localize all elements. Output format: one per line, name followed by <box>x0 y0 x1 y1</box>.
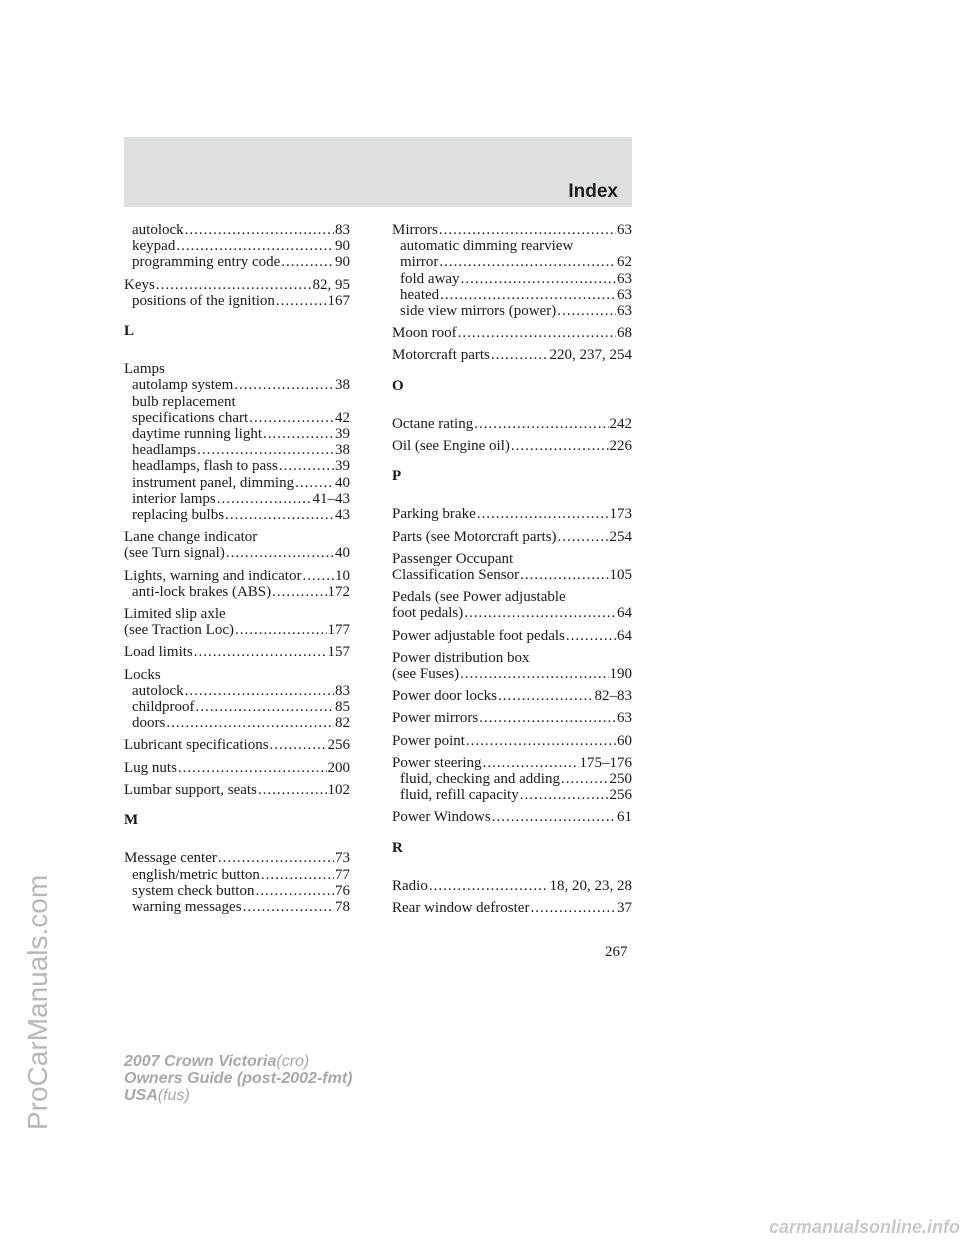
entry-page-ref: 10 <box>335 567 350 584</box>
index-subentry <box>392 238 632 254</box>
entry-text: Lumbar support, seats <box>124 781 257 798</box>
index-main-entry <box>392 688 632 704</box>
index-entry <box>124 644 350 660</box>
index-main-entry <box>124 667 350 683</box>
dot-leader <box>185 222 334 238</box>
entry-page-ref: 105 <box>609 567 632 584</box>
entry-text: Power mirrors <box>392 710 479 727</box>
entry-text: Load limits <box>124 644 193 661</box>
dot-leader <box>178 760 327 776</box>
dot-leader <box>255 883 334 899</box>
dot-leader <box>566 628 616 644</box>
index-entry <box>392 878 632 894</box>
entry-text: fold away <box>400 270 460 287</box>
index-main-entry <box>124 545 350 561</box>
entry-page-ref: 63 <box>617 286 632 303</box>
index-main-entry <box>392 666 632 682</box>
entry-text: english/metric button <box>132 866 260 883</box>
dot-leader <box>272 584 326 600</box>
dot-leader <box>295 475 334 491</box>
dot-leader <box>498 688 594 704</box>
entry-page-ref: 40 <box>335 474 350 491</box>
index-subentry <box>124 442 350 458</box>
index-main-entry <box>124 361 350 377</box>
dot-leader <box>225 507 334 523</box>
entry-text: interior lamps <box>132 490 216 507</box>
entry-text: daytime running light <box>132 426 262 443</box>
entry-page-ref: 226 <box>609 438 632 455</box>
index-subentry <box>124 507 350 523</box>
entry-text: Classification Sensor <box>392 567 520 584</box>
dot-leader <box>491 347 549 363</box>
entry-text: Mirrors <box>392 222 438 238</box>
dot-leader <box>461 271 616 287</box>
entry-text: fluid, refill capacity <box>400 787 519 804</box>
entry-page-ref: 85 <box>335 699 350 716</box>
entry-text: Lug nuts <box>124 759 177 776</box>
entry-page-ref: 39 <box>335 426 350 443</box>
index-letter-heading: L <box>124 323 135 340</box>
index-entry <box>392 688 632 704</box>
entry-text: Moon roof <box>392 325 457 342</box>
index-main-entry <box>392 222 632 238</box>
entry-text: fluid, checking and adding <box>400 771 560 788</box>
entry-page-ref: 61 <box>617 809 632 826</box>
index-subentry <box>124 394 350 410</box>
entry-text: Power door locks <box>392 688 497 705</box>
index-main-entry <box>392 347 632 363</box>
dot-leader <box>185 683 334 699</box>
index-entry <box>392 416 632 432</box>
dot-leader <box>281 254 334 270</box>
dot-leader <box>166 715 334 731</box>
index-entry <box>392 628 632 644</box>
dot-leader <box>520 787 609 803</box>
index-subentry <box>124 683 350 699</box>
entry-page-ref: 42 <box>335 409 350 426</box>
entry-page-ref: 64 <box>617 605 632 622</box>
dot-leader <box>439 254 616 270</box>
index-main-entry <box>124 622 350 638</box>
dot-leader <box>261 867 334 883</box>
entry-page-ref: 43 <box>335 507 350 524</box>
entry-text: Power steering <box>392 754 482 771</box>
index-subentry <box>124 883 350 899</box>
entry-page-ref: 77 <box>335 866 350 883</box>
index-subentry <box>392 287 632 303</box>
index-main-entry <box>124 277 350 293</box>
entry-page-ref: 73 <box>335 850 350 867</box>
entry-text: Power point <box>392 732 465 749</box>
index-main-entry <box>392 529 632 545</box>
footer-model: 2007 Crown Victoria <box>124 1053 277 1070</box>
entry-text: bulb replacement <box>132 393 236 410</box>
index-main-entry <box>392 605 632 621</box>
entry-page-ref: 220, 237, 254 <box>549 347 632 364</box>
dot-leader <box>477 506 609 522</box>
entry-text: instrument panel, dimming <box>132 474 295 491</box>
dot-leader <box>258 782 327 798</box>
entry-page-ref: 172 <box>327 583 350 600</box>
entry-text: Passenger Occupant <box>392 550 514 567</box>
index-entry <box>392 710 632 726</box>
entry-page-ref: 82 <box>335 715 350 732</box>
entry-text: replacing bulbs <box>132 507 225 524</box>
entry-text: Lamps <box>124 361 165 378</box>
dot-leader <box>226 545 334 561</box>
entry-text: side view mirrors (power) <box>400 303 557 320</box>
entry-page-ref: 90 <box>335 254 350 271</box>
index-subentry <box>124 699 350 715</box>
entry-text: mirror <box>400 254 439 271</box>
entry-page-ref: 78 <box>335 898 350 915</box>
index-subentry <box>392 271 632 287</box>
index-entry <box>124 277 350 309</box>
index-entry <box>124 361 350 523</box>
index-main-entry <box>124 644 350 660</box>
index-subentry <box>124 254 350 270</box>
dot-leader <box>197 442 334 458</box>
entry-page-ref: 76 <box>335 882 350 899</box>
entry-text: foot pedals) <box>392 605 464 622</box>
entry-page-ref: 167 <box>327 292 350 309</box>
index-entry <box>392 529 632 545</box>
entry-page-ref: 254 <box>609 528 632 545</box>
index-entry <box>124 850 350 915</box>
index-subentry <box>392 771 632 787</box>
index-entry <box>392 650 632 682</box>
index-subentry <box>124 222 350 238</box>
entry-text: Rear window defroster <box>392 900 530 917</box>
dot-leader <box>474 416 608 432</box>
entry-page-ref: 250 <box>609 771 632 788</box>
entry-text: Pedals (see Power adjustable <box>392 589 566 606</box>
index-subentry <box>124 426 350 442</box>
dot-leader <box>276 293 327 309</box>
index-entry <box>392 809 632 825</box>
entry-text: (see Traction Loc) <box>124 622 234 639</box>
entry-page-ref: 64 <box>617 627 632 644</box>
dot-leader <box>279 458 334 474</box>
page-number: 267 <box>605 944 628 960</box>
entry-page-ref: 102 <box>327 781 350 798</box>
entry-text: autolamp system <box>132 377 234 394</box>
entry-text: Parking brake <box>392 506 476 523</box>
dot-leader <box>249 410 334 426</box>
entry-text: Locks <box>124 666 161 683</box>
index-main-entry <box>392 755 632 771</box>
entry-text: Power Windows <box>392 809 491 826</box>
index-main-entry <box>124 529 350 545</box>
entry-text: Octane rating <box>392 415 474 432</box>
dot-leader <box>530 900 616 916</box>
entry-page-ref: 39 <box>335 458 350 475</box>
entry-page-ref: 200 <box>327 759 350 776</box>
index-entry <box>392 900 632 916</box>
index-main-entry <box>392 733 632 749</box>
site-watermark: carmanualsonline.info <box>768 1217 960 1237</box>
entry-text: anti-lock brakes (ABS) <box>132 583 272 600</box>
index-main-entry <box>392 567 632 583</box>
index-subentry <box>124 410 350 426</box>
entry-text: headlamps, flash to pass <box>132 458 278 475</box>
index-subentry <box>124 293 350 309</box>
index-entry <box>392 755 632 804</box>
header-band <box>124 137 632 207</box>
entry-text: autolock <box>132 222 184 238</box>
index-main-entry <box>392 650 632 666</box>
index-entry <box>124 606 350 638</box>
dot-leader <box>218 850 334 866</box>
index-entry <box>124 782 350 798</box>
entry-text: Parts (see Motorcraft parts) <box>392 528 557 545</box>
dot-leader <box>194 644 327 660</box>
dot-leader <box>235 622 327 638</box>
index-entry <box>124 737 350 753</box>
dot-leader <box>263 426 334 442</box>
dot-leader <box>483 755 579 771</box>
entry-text: childproof <box>132 699 195 716</box>
index-subentry <box>124 458 350 474</box>
document-footer <box>124 1053 352 1104</box>
entry-text: Limited slip axle <box>124 606 226 623</box>
index-entry <box>124 529 350 561</box>
entry-text: warning messages <box>132 898 242 915</box>
dot-leader <box>561 771 609 787</box>
entry-page-ref: 38 <box>335 442 350 459</box>
entry-page-ref: 60 <box>617 732 632 749</box>
index-entry <box>392 325 632 341</box>
index-entry <box>392 589 632 621</box>
index-entry <box>392 222 632 319</box>
entry-page-ref: 83 <box>335 682 350 699</box>
dot-leader <box>479 710 616 726</box>
dot-leader <box>520 567 608 583</box>
index-letter-heading: P <box>392 468 402 485</box>
entry-text: headlamps <box>132 442 197 459</box>
entry-page-ref: 83 <box>335 222 350 238</box>
index-main-entry <box>392 416 632 432</box>
index-main-entry <box>124 782 350 798</box>
entry-text: keypad <box>132 238 176 255</box>
index-entry <box>124 222 350 271</box>
page-title: Index <box>568 181 618 202</box>
dot-leader <box>460 666 608 682</box>
dot-leader <box>464 605 616 621</box>
index-main-entry <box>392 878 632 894</box>
index-subentry <box>124 715 350 731</box>
index-entry <box>392 551 632 583</box>
entry-text: Lights, warning and indicator <box>124 567 302 584</box>
entry-page-ref: 256 <box>327 737 350 754</box>
entry-page-ref: 63 <box>617 222 632 238</box>
index-main-entry <box>392 628 632 644</box>
index-main-entry <box>392 506 632 522</box>
dot-leader <box>234 377 334 393</box>
index-main-entry <box>392 438 632 454</box>
dot-leader <box>458 325 616 341</box>
entry-page-ref: 90 <box>335 238 350 255</box>
entry-page-ref: 173 <box>609 506 632 523</box>
index-subentry <box>124 475 350 491</box>
index-letter-heading: R <box>392 839 403 856</box>
dot-leader <box>243 899 334 915</box>
entry-page-ref: 62 <box>617 254 632 271</box>
index-subentry <box>392 254 632 270</box>
index-subentry <box>392 787 632 803</box>
dot-leader <box>440 287 616 303</box>
dot-leader <box>156 277 312 293</box>
entry-page-ref: 242 <box>609 415 632 432</box>
index-main-entry <box>124 568 350 584</box>
entry-text: automatic dimming rearview <box>400 238 574 255</box>
dot-leader <box>439 222 616 238</box>
entry-text: (see Turn signal) <box>124 545 225 562</box>
index-main-entry <box>392 325 632 341</box>
entry-text: specifications chart <box>132 409 249 426</box>
index-column-left <box>124 222 350 921</box>
index-subentry <box>124 867 350 883</box>
dot-leader <box>558 529 609 545</box>
entry-text: Power distribution box <box>392 649 530 666</box>
entry-page-ref: 175–176 <box>579 754 632 771</box>
index-entry <box>124 568 350 600</box>
entry-text: Motorcraft parts <box>392 347 490 364</box>
index-main-entry <box>392 900 632 916</box>
index-main-entry <box>124 850 350 866</box>
index-subentry <box>124 899 350 915</box>
footer-market-code: (fus) <box>157 1087 190 1104</box>
entry-text: positions of the ignition <box>132 292 275 309</box>
index-main-entry <box>124 760 350 776</box>
entry-text: Power adjustable foot pedals <box>392 627 565 644</box>
entry-text: doors <box>132 715 166 732</box>
dot-leader <box>429 878 549 894</box>
footer-guide: Owners Guide (post-2002-fmt) <box>124 1070 353 1087</box>
entry-text: autolock <box>132 682 184 699</box>
entry-page-ref: 256 <box>609 787 632 804</box>
index-entry <box>124 667 350 732</box>
index-entry <box>124 760 350 776</box>
dot-leader <box>302 568 334 584</box>
index-entry <box>392 506 632 522</box>
entry-text: (see Fuses) <box>392 666 460 683</box>
entry-page-ref: 37 <box>617 900 632 917</box>
dot-leader <box>492 809 616 825</box>
index-subentry <box>124 491 350 507</box>
dot-leader <box>270 737 327 753</box>
entry-text: Lubricant specifications <box>124 737 269 754</box>
dot-leader <box>557 303 616 319</box>
index-main-entry <box>392 710 632 726</box>
index-column-right <box>392 222 632 922</box>
index-main-entry <box>124 606 350 622</box>
entry-page-ref: 157 <box>327 644 350 661</box>
entry-page-ref: 82, 95 <box>312 276 350 293</box>
entry-text: Keys <box>124 276 155 293</box>
entry-page-ref: 82–83 <box>594 688 632 705</box>
entry-text: Lane change indicator <box>124 529 258 546</box>
entry-page-ref: 38 <box>335 377 350 394</box>
entry-text: Oil (see Engine oil) <box>392 438 510 455</box>
entry-page-ref: 18, 20, 23, 28 <box>549 877 632 894</box>
entry-text: programming entry code <box>132 254 281 271</box>
entry-page-ref: 63 <box>617 270 632 287</box>
index-letter-heading: O <box>392 377 404 394</box>
entry-text: system check button <box>132 882 255 899</box>
index-main-entry <box>124 737 350 753</box>
index-letter-heading: M <box>124 812 139 829</box>
entry-text: Message center <box>124 850 217 867</box>
dot-leader <box>176 238 334 254</box>
index-entry <box>392 438 632 454</box>
dot-leader <box>195 699 334 715</box>
index-main-entry <box>392 809 632 825</box>
index-main-entry <box>392 589 632 605</box>
entry-page-ref: 190 <box>609 666 632 683</box>
index-subentry <box>124 377 350 393</box>
index-main-entry <box>392 551 632 567</box>
index-subentry <box>124 584 350 600</box>
entry-page-ref: 40 <box>335 545 350 562</box>
index-entry <box>392 733 632 749</box>
index-subentry <box>392 303 632 319</box>
entry-text: Radio <box>392 877 428 894</box>
watermark: ProCarManuals.com <box>22 874 53 1130</box>
entry-page-ref: 63 <box>617 710 632 727</box>
entry-page-ref: 177 <box>327 622 350 639</box>
dot-leader <box>466 733 616 749</box>
footer-market: USA <box>124 1087 158 1104</box>
entry-page-ref: 41–43 <box>312 490 350 507</box>
index-subentry <box>124 238 350 254</box>
footer-model-code: (cro) <box>276 1053 310 1070</box>
entry-text: heated <box>400 286 440 303</box>
index-entry <box>392 347 632 363</box>
dot-leader <box>217 491 312 507</box>
entry-page-ref: 68 <box>617 325 632 342</box>
entry-page-ref: 63 <box>617 303 632 320</box>
dot-leader <box>511 438 609 454</box>
